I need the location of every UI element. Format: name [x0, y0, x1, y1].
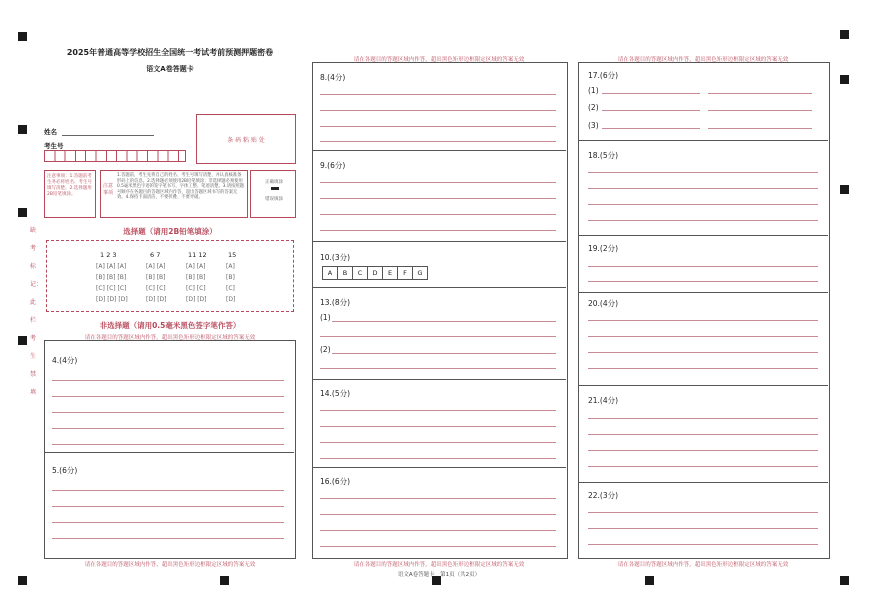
barcode-area — [196, 114, 296, 164]
notice-mid-label: 注意事项 — [103, 183, 114, 196]
notice-mid-text: 1.答题前，考生先将自己的姓名、考生号填写清楚，并认真核准条形码上的信息。2.选择题必须使用2B铅笔填涂；非选择题必须使用0.5毫米黑色字迹的签字笔书写，字体工整、笔迹清楚。3.请按照题号顺序在各题目的答题区域内作答，超出答题区域书写的答案无效。4.保持卡面清洁，不要折叠、不要弄破。 — [117, 173, 244, 200]
answer-line[interactable] — [332, 353, 556, 354]
registration-mark — [18, 576, 27, 585]
section-divider — [578, 482, 828, 483]
answer-line[interactable] — [52, 506, 284, 507]
warning-text: 请在各题目的答题区域内作答，超出黑色矩形边框限定区域的答案无效 — [353, 562, 525, 568]
question-label: 9.(6分) — [320, 161, 346, 170]
choice-row[interactable]: [A] [A] — [146, 263, 166, 270]
legend-filled-icon — [271, 187, 279, 190]
q10-option[interactable]: D — [367, 266, 383, 280]
answer-line[interactable] — [588, 544, 818, 545]
choice-row[interactable]: [D] [D] — [146, 296, 167, 303]
answer-line[interactable] — [588, 352, 818, 353]
question-label: 18.(5分) — [588, 151, 619, 160]
answer-line[interactable] — [320, 410, 556, 411]
answer-line[interactable] — [320, 214, 556, 215]
question-label: 13.(8分) — [320, 298, 351, 307]
sub-label: (1) — [320, 313, 331, 322]
answer-line[interactable] — [320, 198, 556, 199]
answer-area-col1 — [44, 340, 296, 559]
question-label: 19.(2分) — [588, 244, 619, 253]
section-divider — [312, 379, 566, 380]
answer-line[interactable] — [588, 450, 818, 451]
answer-line[interactable] — [52, 538, 284, 539]
registration-mark — [220, 576, 229, 585]
answer-line[interactable] — [588, 266, 818, 267]
notice-left-box — [44, 170, 96, 218]
choice-row[interactable]: [B] [B] [B] — [96, 274, 127, 281]
answer-line[interactable] — [602, 110, 700, 111]
question-label: 16.(6分) — [320, 477, 351, 486]
choice-row[interactable]: [A] [A] — [186, 263, 206, 270]
id-label: 考生号 — [44, 142, 64, 150]
answer-line[interactable] — [320, 110, 556, 111]
answer-line[interactable] — [588, 336, 818, 337]
question-label: 20.(4分) — [588, 299, 619, 308]
side-vertical-text: 缺考标记：此栏考生禁填 — [30, 227, 43, 396]
sub-label: (2) — [320, 345, 331, 354]
q10-option[interactable]: F — [397, 266, 413, 280]
warning-text: 请在各题目的答题区域内作答，超出黑色矩形边框限定区域的答案无效 — [353, 57, 525, 63]
registration-mark — [840, 576, 849, 585]
name-label: 姓名 — [44, 128, 57, 136]
answer-line[interactable] — [588, 188, 818, 189]
section-divider — [312, 150, 566, 151]
id-grid[interactable] — [44, 150, 186, 162]
choice-numbers-group-2: 6 7 — [150, 251, 161, 259]
section-divider — [312, 467, 566, 468]
registration-mark — [840, 185, 849, 194]
registration-mark — [18, 125, 27, 134]
section-divider — [578, 292, 828, 293]
page-footer: 语文A卷答题卡 第1页（共2页） — [397, 572, 481, 578]
section-divider — [312, 241, 566, 242]
q10-option[interactable]: B — [337, 266, 353, 280]
nonchoice-title: 非选择题（请用0.5毫米黑色签字笔作答） — [99, 321, 241, 330]
sub-label: (1) — [588, 86, 599, 95]
answer-line[interactable] — [708, 110, 812, 111]
registration-mark — [840, 30, 849, 39]
answer-line[interactable] — [52, 522, 284, 523]
legend-correct: 正确填涂 — [265, 180, 283, 185]
name-field[interactable] — [62, 135, 154, 136]
answer-line[interactable] — [52, 444, 284, 445]
answer-line[interactable] — [588, 434, 818, 435]
registration-mark — [645, 576, 654, 585]
answer-line[interactable] — [588, 172, 818, 173]
answer-line[interactable] — [52, 412, 284, 413]
section-divider — [578, 140, 828, 141]
answer-line[interactable] — [320, 498, 556, 499]
section-divider — [312, 287, 566, 288]
section-divider — [578, 235, 828, 236]
q10-option-box — [322, 266, 428, 280]
choice-numbers-group-1: 1 2 3 — [100, 251, 117, 259]
q10-option[interactable]: C — [352, 266, 368, 280]
warning-text: 请在各题目的答题区域内作答，超出黑色矩形边框限定区域的答案无效 — [84, 335, 256, 341]
choice-row[interactable]: [D] [D] — [186, 296, 207, 303]
registration-mark — [18, 336, 27, 345]
answer-line[interactable] — [320, 546, 556, 547]
choice-row[interactable]: [B] [B] — [146, 274, 166, 281]
answer-line[interactable] — [708, 93, 812, 94]
answer-line[interactable] — [332, 321, 556, 322]
answer-line[interactable] — [320, 458, 556, 459]
answer-line[interactable] — [52, 428, 284, 429]
answer-line[interactable] — [320, 126, 556, 127]
question-label: 17.(6分) — [588, 71, 619, 80]
sheet-subtitle: 语文A卷答题卡 — [146, 65, 194, 73]
notice-legend-box — [250, 170, 296, 218]
choice-row[interactable]: [D] [D] [D] — [96, 296, 128, 303]
q10-option[interactable]: A — [322, 266, 338, 280]
answer-line[interactable] — [588, 466, 818, 467]
answer-line[interactable] — [320, 336, 556, 337]
answer-line[interactable] — [602, 128, 700, 129]
question-label: 5.(6分) — [52, 466, 78, 475]
answer-area-col3 — [578, 62, 830, 559]
section-divider — [578, 385, 828, 386]
answer-line[interactable] — [320, 514, 556, 515]
question-label: 4.(4分) — [52, 356, 78, 365]
notice-left-text: 注意事项：1.答题前考生务必将姓名、考生号填写清楚。2.选择题用2B铅笔填涂。 — [47, 174, 92, 197]
question-label: 22.(3分) — [588, 491, 619, 500]
choice-row[interactable]: [C] [C] — [186, 285, 206, 292]
answer-area-col2 — [312, 62, 568, 559]
answer-line[interactable] — [320, 141, 556, 142]
choice-row[interactable]: [C] [C] [C] — [96, 285, 127, 292]
answer-line[interactable] — [588, 368, 818, 369]
q10-option[interactable]: G — [412, 266, 428, 280]
choice-row[interactable]: [D] — [226, 296, 236, 303]
answer-line[interactable] — [320, 426, 556, 427]
choice-box — [46, 240, 294, 312]
warning-text: 请在各题目的答题区域内作答，超出黑色矩形边框限定区域的答案无效 — [84, 562, 256, 568]
answer-line[interactable] — [588, 220, 818, 221]
sheet-title: 2025年普通高等学校招生全国统一考试考前预测押题密卷 — [66, 48, 274, 57]
answer-line[interactable] — [708, 128, 812, 129]
sub-label: (2) — [588, 103, 599, 112]
question-label: 21.(4分) — [588, 396, 619, 405]
registration-mark — [18, 32, 27, 41]
section-divider — [44, 452, 294, 453]
notice-mid-box — [100, 170, 248, 218]
choice-row[interactable]: [A] — [226, 263, 235, 270]
warning-text: 请在各题目的答题区域内作答，超出黑色矩形边框限定区域的答案无效 — [617, 57, 789, 63]
answer-line[interactable] — [588, 204, 818, 205]
choice-row[interactable]: [B] — [226, 274, 235, 281]
choice-row[interactable]: [C] — [226, 285, 235, 292]
answer-line[interactable] — [320, 230, 556, 231]
choice-numbers-group-3: 11 12 — [188, 251, 207, 259]
question-label: 10.(3分) — [320, 253, 351, 262]
barcode-label: 条 码 粘 贴 处 — [227, 137, 265, 144]
choice-title: 选择题（请用2B铅笔填涂） — [123, 227, 217, 236]
question-label: 8.(4分) — [320, 73, 346, 82]
answer-line[interactable] — [588, 512, 818, 513]
choice-row[interactable]: [C] [C] — [146, 285, 166, 292]
choice-numbers-group-4: 15 — [228, 251, 237, 259]
q10-option[interactable]: E — [382, 266, 398, 280]
answer-line[interactable] — [588, 528, 818, 529]
answer-line[interactable] — [52, 396, 284, 397]
answer-line[interactable] — [602, 93, 700, 94]
answer-line[interactable] — [588, 418, 818, 419]
legend-wrong: 错误填涂 — [265, 197, 283, 202]
choice-row[interactable]: [A] [A] [A] — [96, 263, 127, 270]
answer-line[interactable] — [320, 368, 556, 369]
answer-line[interactable] — [320, 94, 556, 95]
answer-line[interactable] — [320, 530, 556, 531]
answer-line[interactable] — [320, 182, 556, 183]
answer-line[interactable] — [588, 320, 818, 321]
warning-text: 请在各题目的答题区域内作答，超出黑色矩形边框限定区域的答案无效 — [617, 562, 789, 568]
question-label: 14.(5分) — [320, 389, 351, 398]
sub-label: (3) — [588, 121, 599, 130]
answer-line[interactable] — [52, 380, 284, 381]
answer-line[interactable] — [320, 442, 556, 443]
registration-mark — [18, 208, 27, 217]
choice-row[interactable]: [B] [B] — [186, 274, 206, 281]
answer-line[interactable] — [588, 281, 818, 282]
registration-mark — [840, 75, 849, 84]
answer-line[interactable] — [52, 490, 284, 491]
